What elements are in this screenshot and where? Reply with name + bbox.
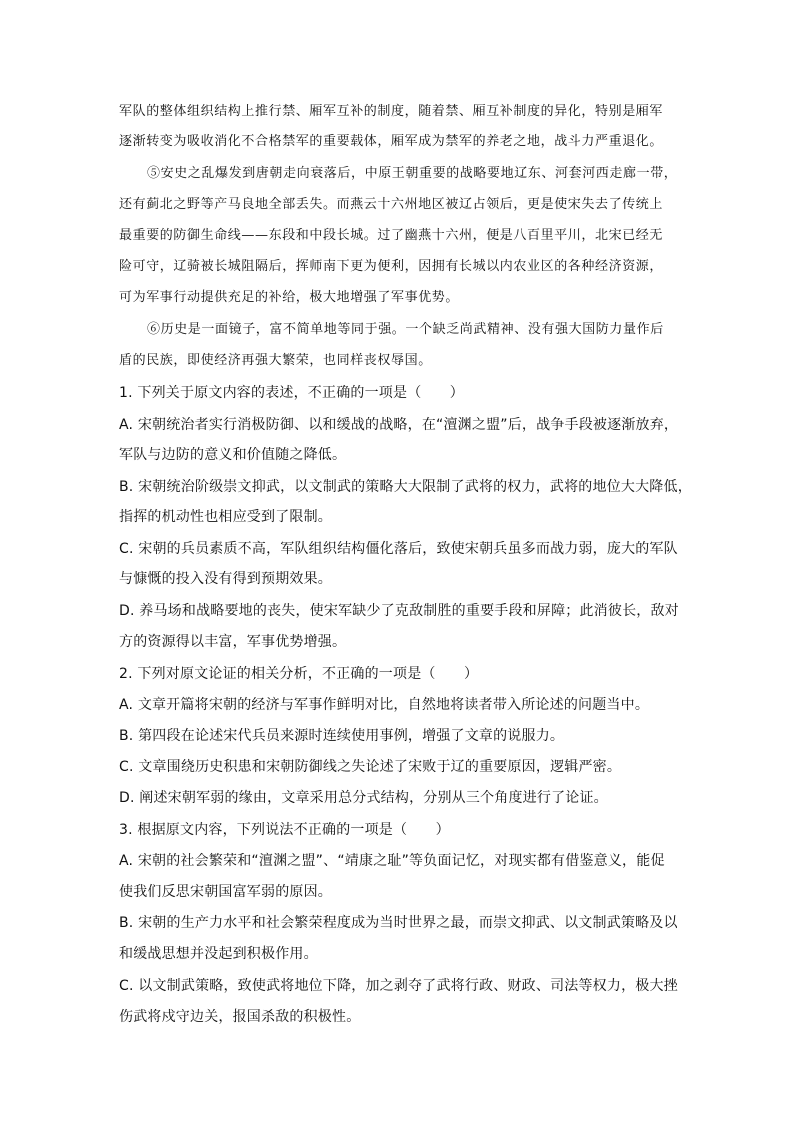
question-1-option-b-cont: 指挥的机动性也相应受到了限制。 bbox=[119, 509, 332, 525]
passage-line: 盾的民族，即使经济再强大繁荣，也同样丧权辱国。 bbox=[119, 353, 432, 368]
question-3-option-c-cont: 伤武将戍守边关，报国杀敌的积极性。 bbox=[119, 1009, 361, 1025]
question-3-option-b: B. 宋朝的生产力水平和社会繁荣程度成为当时世界之最，而崇文抑武、以文制武策略及以 bbox=[119, 915, 678, 931]
question-3-option-b-cont: 和缓战思想并没起到积极作用。 bbox=[119, 946, 318, 962]
question-1-option-a: A. 宋朝统治者实行消极防御、以和缓战的战略，在“澶渊之盟”后，战争手段被逐渐放弃， bbox=[119, 417, 679, 433]
question-3-option-a: A. 宋朝的社会繁荣和“澶渊之盟”、“靖康之耻”等负面记忆，对现实都有借鉴意义，能促 bbox=[119, 853, 665, 869]
question-2-option-d: D. 阐述宋朝军弱的缘由，文章采用总分式结构，分别从三个角度进行了论证。 bbox=[119, 790, 608, 806]
question-1-stem: 1. 下列关于原文内容的表述，不正确的一项是（ ） bbox=[119, 385, 465, 401]
question-1-option-d-cont: 方的资源得以丰富，军事优势增强。 bbox=[119, 634, 347, 650]
question-2-stem: 2. 下列对原文论证的相关分析，不正确的一项是（ ） bbox=[119, 666, 479, 682]
question-2-option-a: A. 文章开篇将宋朝的经济与军事作鲜明对比，自然地将读者带入所论述的问题当中。 bbox=[119, 697, 650, 713]
passage-line: 险可守，辽骑被长城阻隔后，挥师南下更为便利，因拥有长城以内农业区的各种经济资源， bbox=[119, 259, 664, 274]
passage-line: 逐渐转变为吸收消化不合格禁军的重要载体，厢军成为禁军的养老之地，战斗力严重退化。 bbox=[119, 134, 664, 149]
passage-line: 军队的整体组织结构上推行禁、厢军互补的制度，随着禁、厢互补制度的异化，特别是厢军 bbox=[119, 104, 664, 119]
question-1-option-a-cont: 军队与边防的意义和价值随之降低。 bbox=[119, 447, 347, 463]
question-1-option-d: D. 养马场和战略要地的丧失，使宋军缺少了克敌制胜的重要手段和屏障；此消彼长，敌对 bbox=[119, 603, 679, 619]
question-3-stem: 3. 根据原文内容，下列说法不正确的一项是（ ） bbox=[119, 822, 450, 838]
question-1-option-b: B. 宋朝统治阶级崇文抑武，以文制武的策略大大限制了武将的权力，武将的地位大大降低， bbox=[119, 479, 692, 495]
passage-line: 最重要的防御生命线——东段和中段长城。过了幽燕十六州，便是八百里平川，北宋已经无 bbox=[119, 228, 664, 243]
passage-line: 可为军事行动提供充足的补给，极大地增强了军事优势。 bbox=[119, 290, 460, 305]
question-1-option-c: C. 宋朝的兵员素质不高，军队组织结构僵化落后，致使宋朝兵虽多而战力弱，庞大的军队 bbox=[119, 541, 678, 557]
question-2-option-c: C. 文章围绕历史积患和宋朝防御线之失论述了宋败于辽的重要原因，逻辑严密。 bbox=[119, 759, 622, 775]
passage-paragraph-6-start: ⑥历史是一面镜子，富不简单地等同于强。一个缺乏尚武精神、没有强大国防力量作后 bbox=[147, 322, 664, 337]
question-3-option-c: C. 以文制武策略，致使武将地位下降，加之剥夺了武将行政、财政、司法等权力，极大挫 bbox=[119, 978, 678, 994]
passage-line: 还有蓟北之野等产马良地全部丢失。而燕云十六州地区被辽占领后，更是使宋失去了传统上 bbox=[119, 197, 664, 212]
question-1-option-c-cont: 与慷慨的投入没有得到预期效果。 bbox=[119, 571, 332, 587]
question-2-option-b: B. 第四段在论述宋代兵员来源时连续使用事例，增强了文章的说服力。 bbox=[119, 728, 565, 744]
question-3-option-a-cont: 使我们反思宋朝国富军弱的原因。 bbox=[119, 884, 332, 900]
passage-paragraph-5-start: ⑤安史之乱爆发到唐朝走向衰落后，中原王朝重要的战略要地辽东、河套河西走廊一带， bbox=[147, 166, 678, 181]
